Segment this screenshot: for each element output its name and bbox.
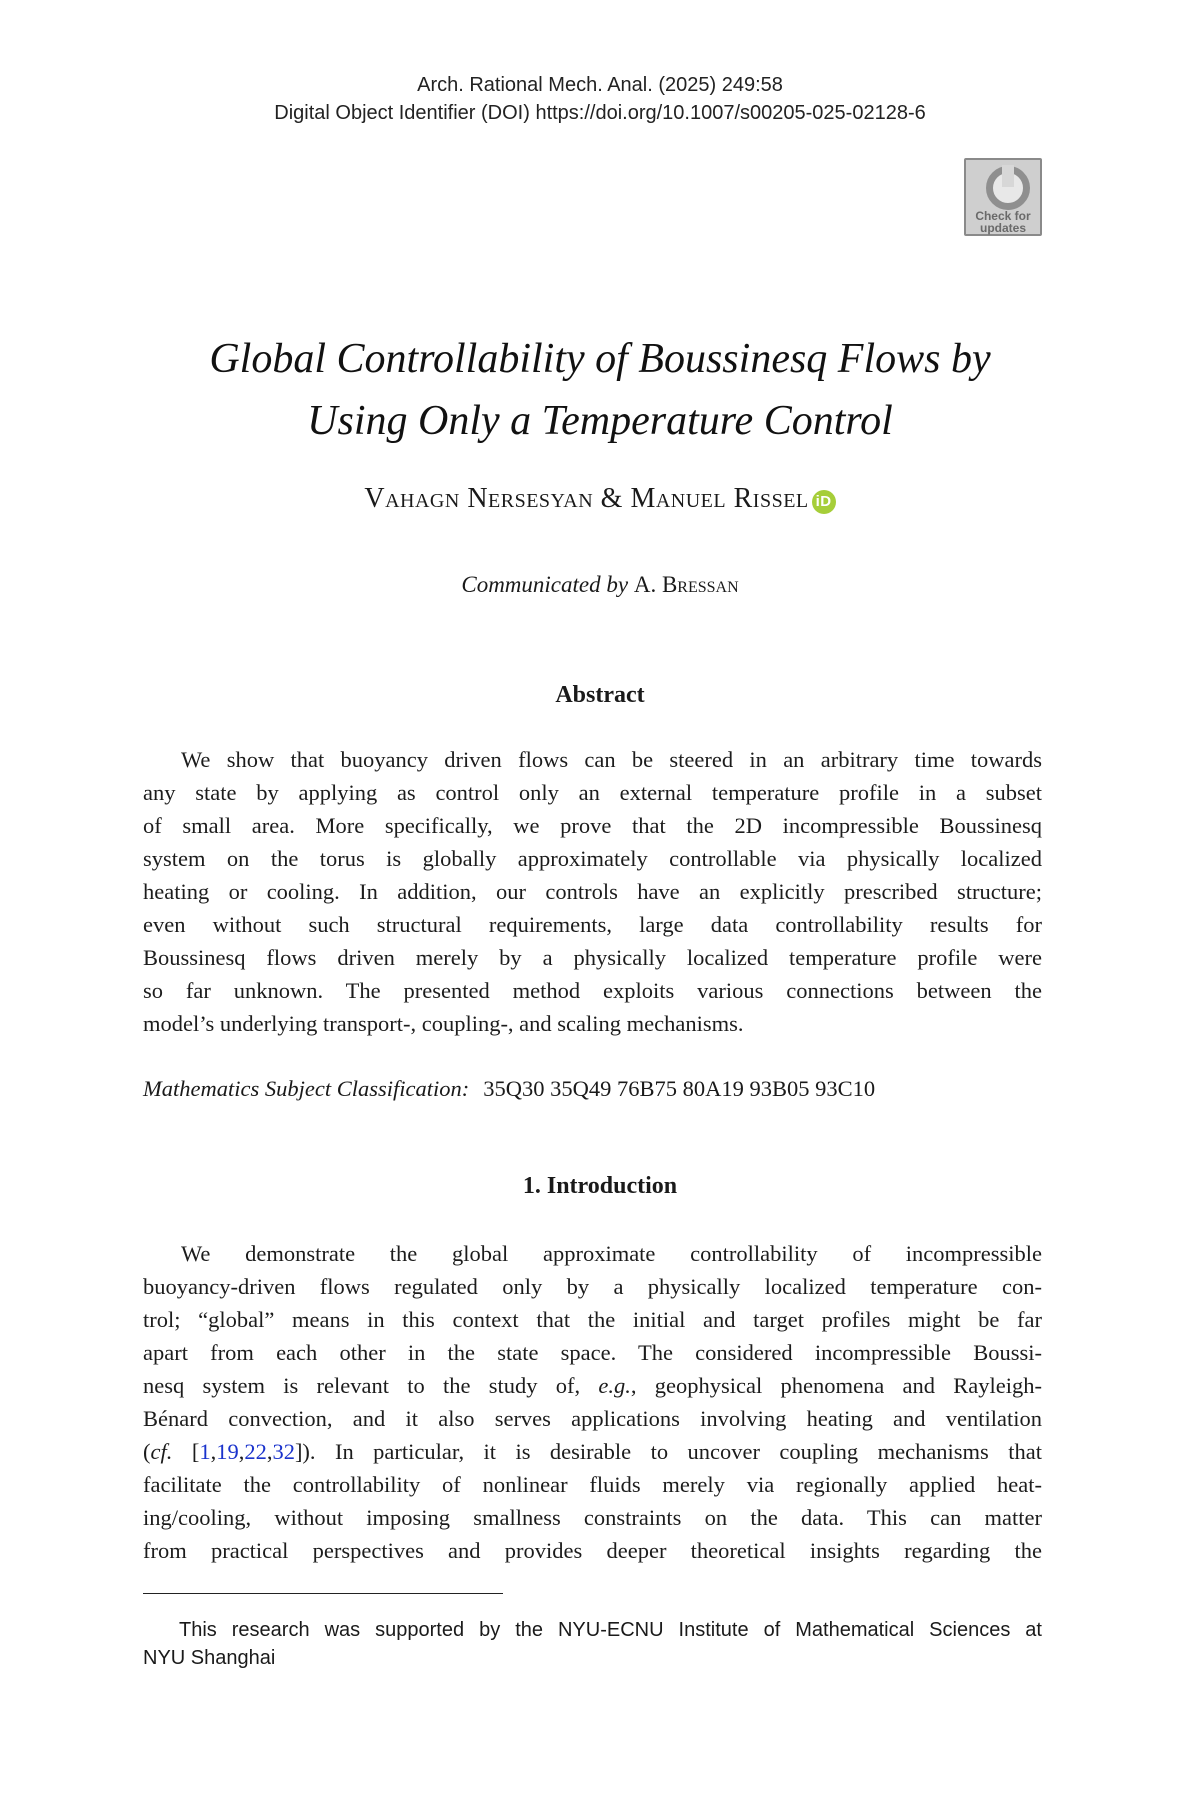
- communicating-editor: A. Bressan: [633, 572, 739, 597]
- abstract-line: even without such structural requirements, large data controllability results for: [143, 912, 1042, 937]
- introduction-text: [143, 1237, 1042, 1567]
- abstract-line: of small area. More specifically, we prove that the 2D incompressible Boussinesq: [143, 813, 1042, 838]
- intro-line-7-bracket: [: [172, 1439, 200, 1464]
- intro-line-5-eg: e.g.: [598, 1373, 631, 1398]
- section-heading-introduction: 1. Introduction: [522, 1173, 678, 1199]
- crossmark-label: [966, 210, 1040, 234]
- author-line: [0, 483, 1200, 515]
- intro-line-7-open: (: [143, 1439, 151, 1464]
- paper-title: [100, 328, 1100, 452]
- footnote: [143, 1616, 1042, 1672]
- intro-line-5-end: , geophysical phenomena and Rayleigh-: [630, 1373, 1042, 1398]
- abstract-line: Boussinesq flows driven merely by a physically localized temperature profile were: [143, 945, 1042, 970]
- title-line-1: Global Controllability of Boussinesq Flows by: [209, 336, 991, 382]
- footnote-rule: [143, 1593, 503, 1594]
- citation-link[interactable]: 19: [216, 1439, 239, 1464]
- citation-link[interactable]: 1: [199, 1439, 211, 1464]
- msc-codes: 35Q30 35Q49 76B75 80A19 93B05 93C10: [483, 1076, 876, 1101]
- citation-link[interactable]: 32: [272, 1439, 295, 1464]
- journal-citation: Arch. Rational Mech. Anal. (2025) 249:58: [417, 74, 783, 96]
- footnote-line-2: NYU Shanghai: [143, 1647, 276, 1669]
- intro-line: facilitate the controllability of nonlinear fluids merely via regionally applied heat-: [143, 1472, 1042, 1497]
- orcid-icon[interactable]: iD: [812, 490, 836, 514]
- intro-line: apart from each other in the state space. The considered incompressible Boussi-: [143, 1340, 1042, 1365]
- intro-line: ing/cooling, without imposing smallness constraints on the data. This can matter: [143, 1505, 1042, 1530]
- doi-line[interactable]: Digital Object Identifier (DOI) https://doi.org/10.1007/s00205-025-02128-6: [274, 102, 926, 124]
- crossmark-line1: Check for: [975, 209, 1031, 223]
- abstract-line: any state by applying as control only an external temperature profile in a subset: [143, 780, 1042, 805]
- citation-link[interactable]: 22: [244, 1439, 267, 1464]
- footnote-line-1: This research was supported by the NYU-ECNU Institute of Mathematical Sciences at: [179, 1619, 1042, 1641]
- intro-line: buoyancy-driven flows regulated only by a physically localized temperature con-: [143, 1274, 1042, 1299]
- crossmark-badge[interactable]: [964, 158, 1042, 236]
- intro-line: from practical perspectives and provides deeper theoretical insights regarding the: [143, 1538, 1042, 1563]
- crossmark-icon: [986, 166, 1030, 210]
- intro-line: We demonstrate the global approximate controllability of incompressible: [181, 1241, 1042, 1266]
- abstract-heading: Abstract: [555, 682, 645, 708]
- abstract-text: [143, 743, 1042, 1040]
- intro-line: trol; “global” means in this context that the initial and target profiles might be far: [143, 1307, 1042, 1332]
- title-line-2: Using Only a Temperature Control: [307, 398, 893, 444]
- crossmark-line2: updates: [979, 221, 1026, 235]
- intro-line-7-end: ]). In particular, it is desirable to uncover coupling mechanisms that: [294, 1439, 1042, 1464]
- subject-classification: [143, 1076, 875, 1102]
- communicated-by: [0, 572, 1200, 598]
- intro-line: Bénard convection, and it also serves applications involving heating and ventilation: [143, 1406, 1042, 1431]
- abstract-line: We show that buoyancy driven flows can be steered in an arbitrary time towards: [181, 747, 1042, 772]
- intro-line-7-cf: cf.: [150, 1439, 173, 1464]
- intro-line-5-start: nesq system is relevant to the study of,: [143, 1373, 599, 1398]
- intro-line: (cf. [1,19,22,32]). In particular, it is desirable to uncover coupling mechanisms that: [143, 1439, 1042, 1464]
- abstract-line: so far unknown. The presented method exploits various connections between the: [143, 978, 1042, 1003]
- abstract-line: heating or cooling. In addition, our controls have an explicitly prescribed structure;: [143, 879, 1042, 904]
- communicated-prefix: Communicated by: [461, 572, 629, 597]
- author-names: Vahagn Nersesyan & Manuel Rissel: [364, 483, 809, 514]
- msc-label: Mathematics Subject Classification:: [143, 1076, 470, 1101]
- abstract-line: system on the torus is globally approximately controllable via physically localized: [143, 846, 1042, 871]
- intro-line: [143, 1369, 1042, 1402]
- abstract-line: model’s underlying transport-, coupling-, and scaling mechanisms.: [143, 1011, 744, 1036]
